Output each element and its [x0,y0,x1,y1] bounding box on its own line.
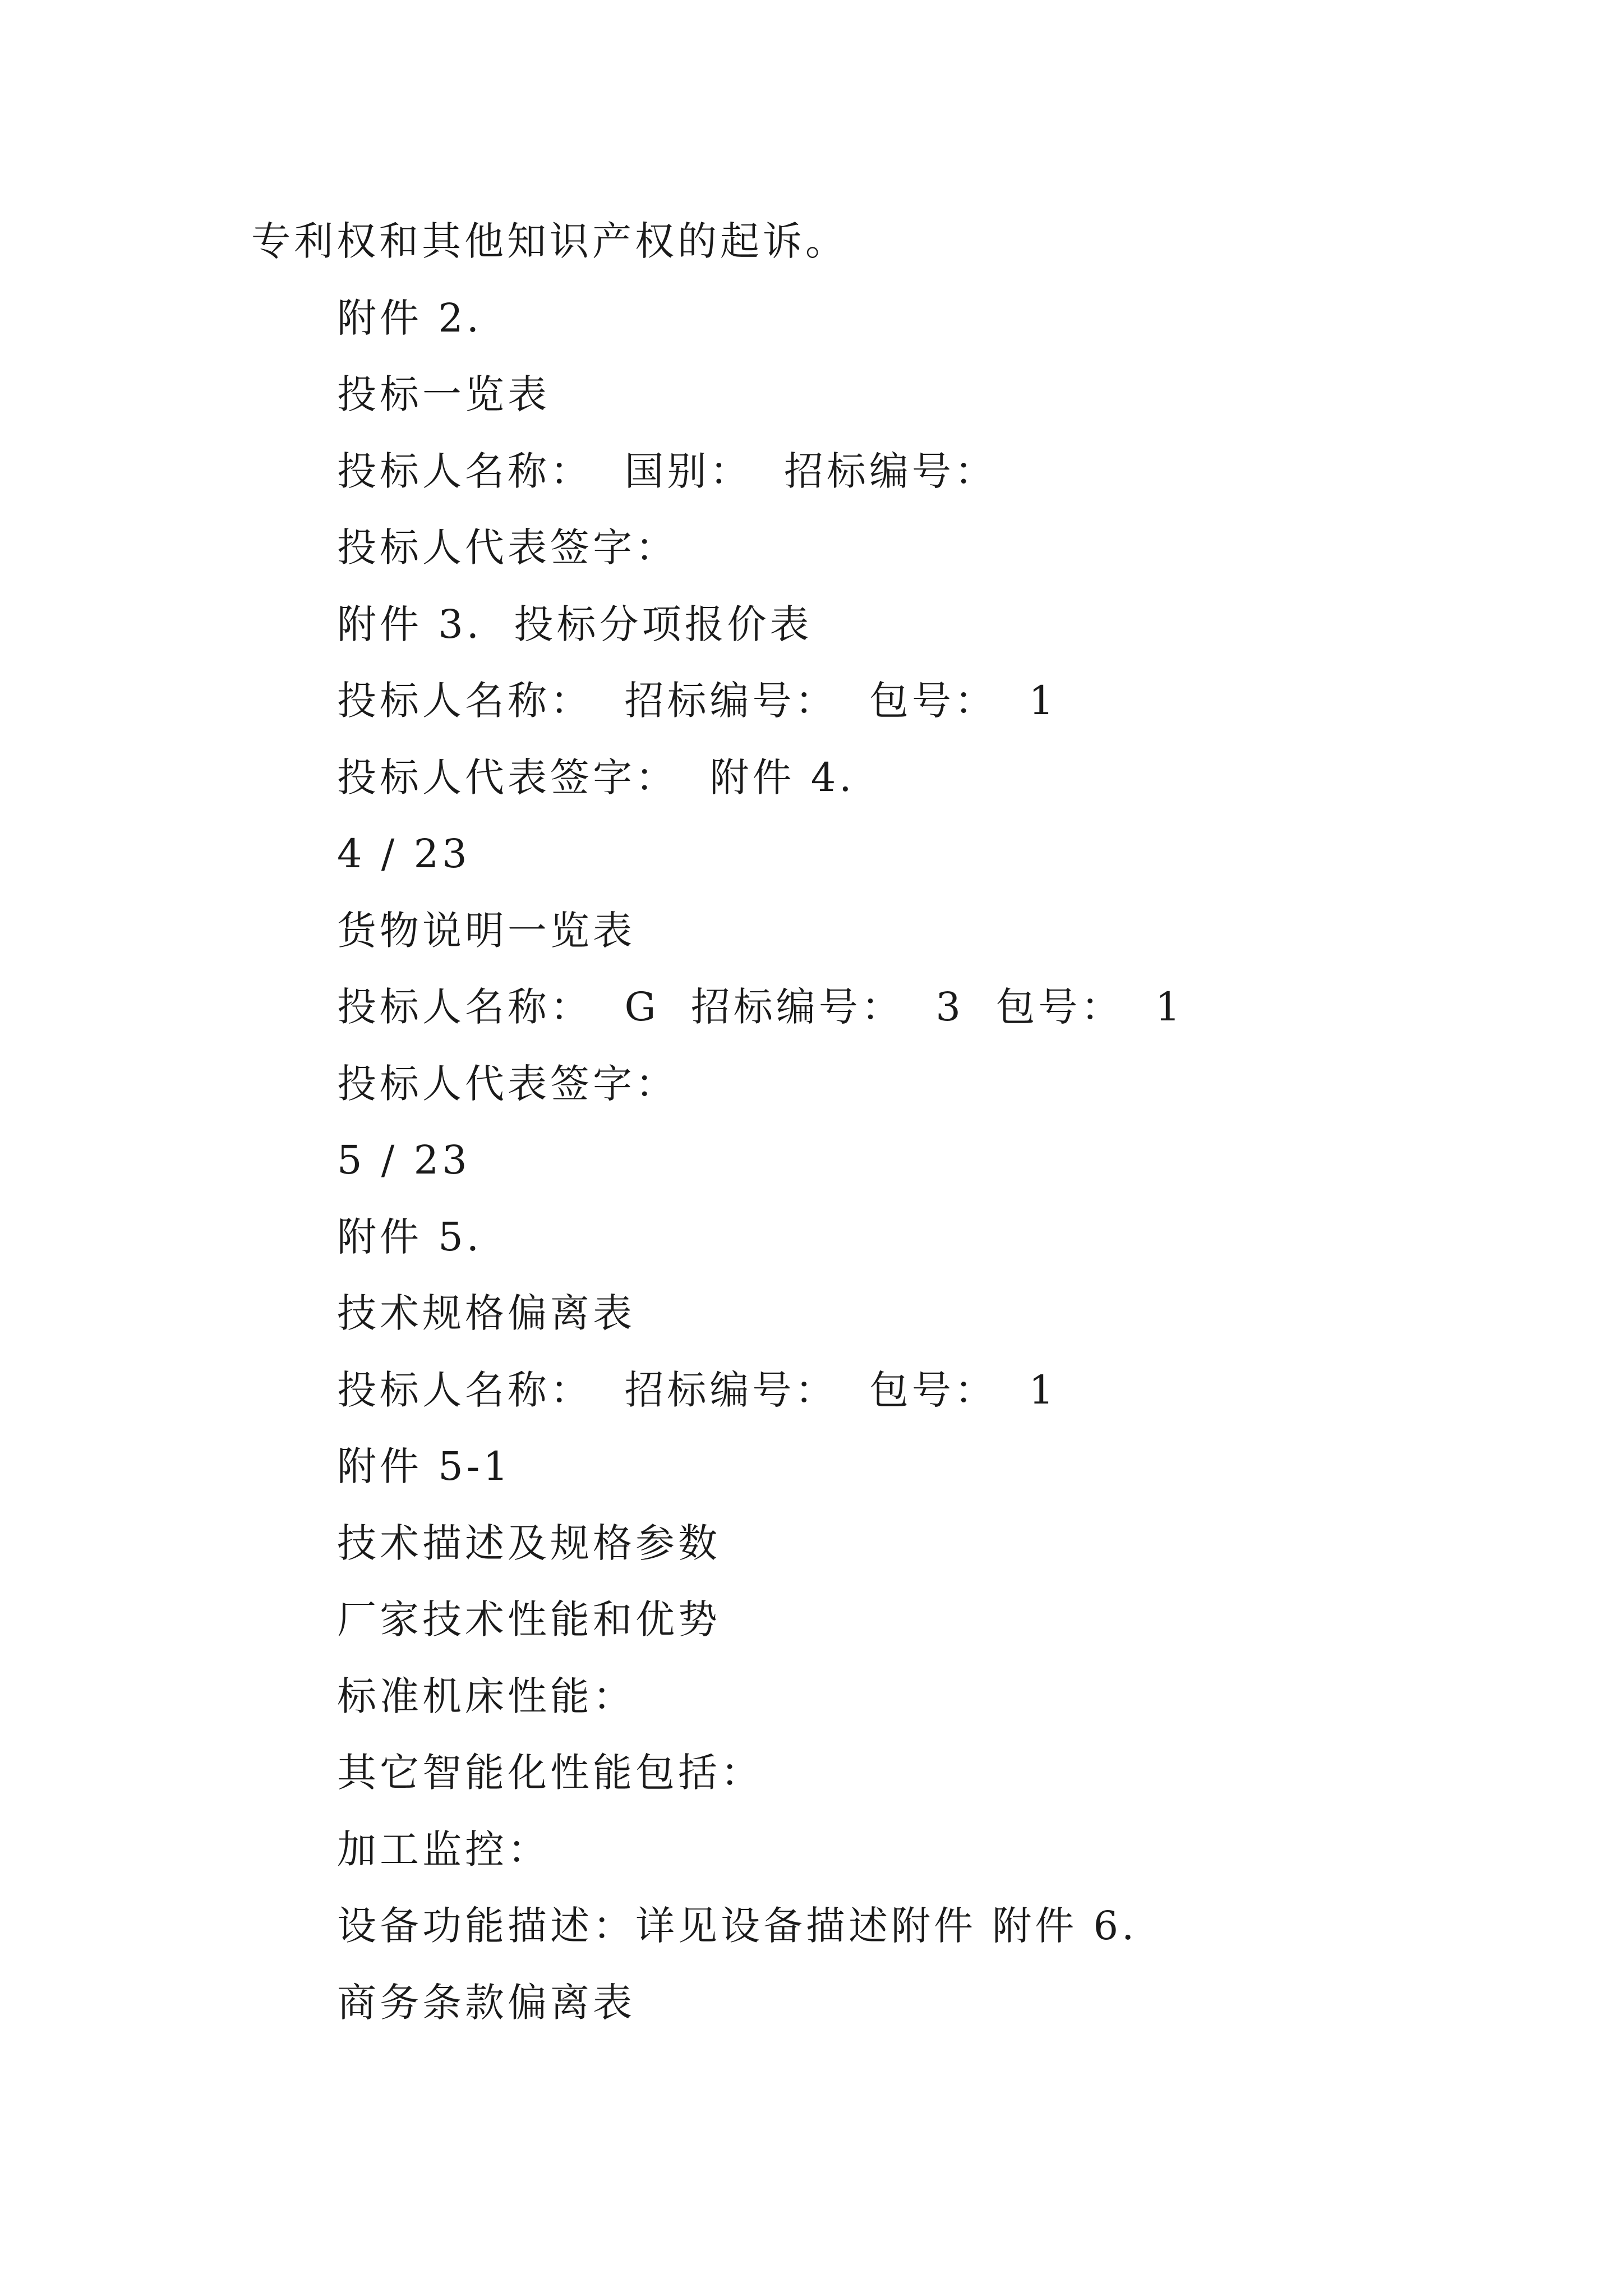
section-heading: 加工监控： [337,1826,550,1872]
signature-line: 投标人代表签字： [337,524,678,570]
section-heading: 技术描述及规格参数 [337,1520,721,1566]
table-title: 投标一览表 [337,371,550,417]
text-line: 专利权和其他知识产权的起诉。 [251,218,848,264]
form-field-line: 投标人名称： 招标编号： 包号： 1 [337,1367,1058,1413]
table-title: 货物说明一览表 [337,908,635,954]
attachment-heading: 附件 2. [337,295,483,341]
signature-line: 投标人代表签字： [337,1061,678,1107]
table-title: 技术规格偏离表 [337,1290,635,1336]
form-field-line: 投标人名称： G 招标编号： 3 包号： 1 [337,984,1184,1030]
attachment-heading: 附件 3. 投标分项报价表 [337,601,813,647]
attachment-heading: 附件 5-1 [337,1443,511,1489]
form-field-line: 投标人名称： 招标编号： 包号： 1 [337,678,1058,724]
section-heading: 标准机床性能： [337,1673,635,1719]
section-heading: 其它智能化性能包括： [337,1750,763,1796]
attachment-heading: 附件 5. [337,1214,483,1260]
signature-line: 投标人代表签字： 附件 4. [337,754,855,800]
section-heading: 厂家技术性能和优势 [337,1596,721,1642]
page-number: 5 / 23 [337,1137,471,1183]
table-title: 商务条款偏离表 [337,1980,635,2026]
form-field-line: 投标人名称： 国别： 招标编号： [337,448,998,494]
text-line: 设备功能描述：详见设备描述附件 附件 6. [337,1903,1138,1949]
page-number: 4 / 23 [337,831,471,877]
